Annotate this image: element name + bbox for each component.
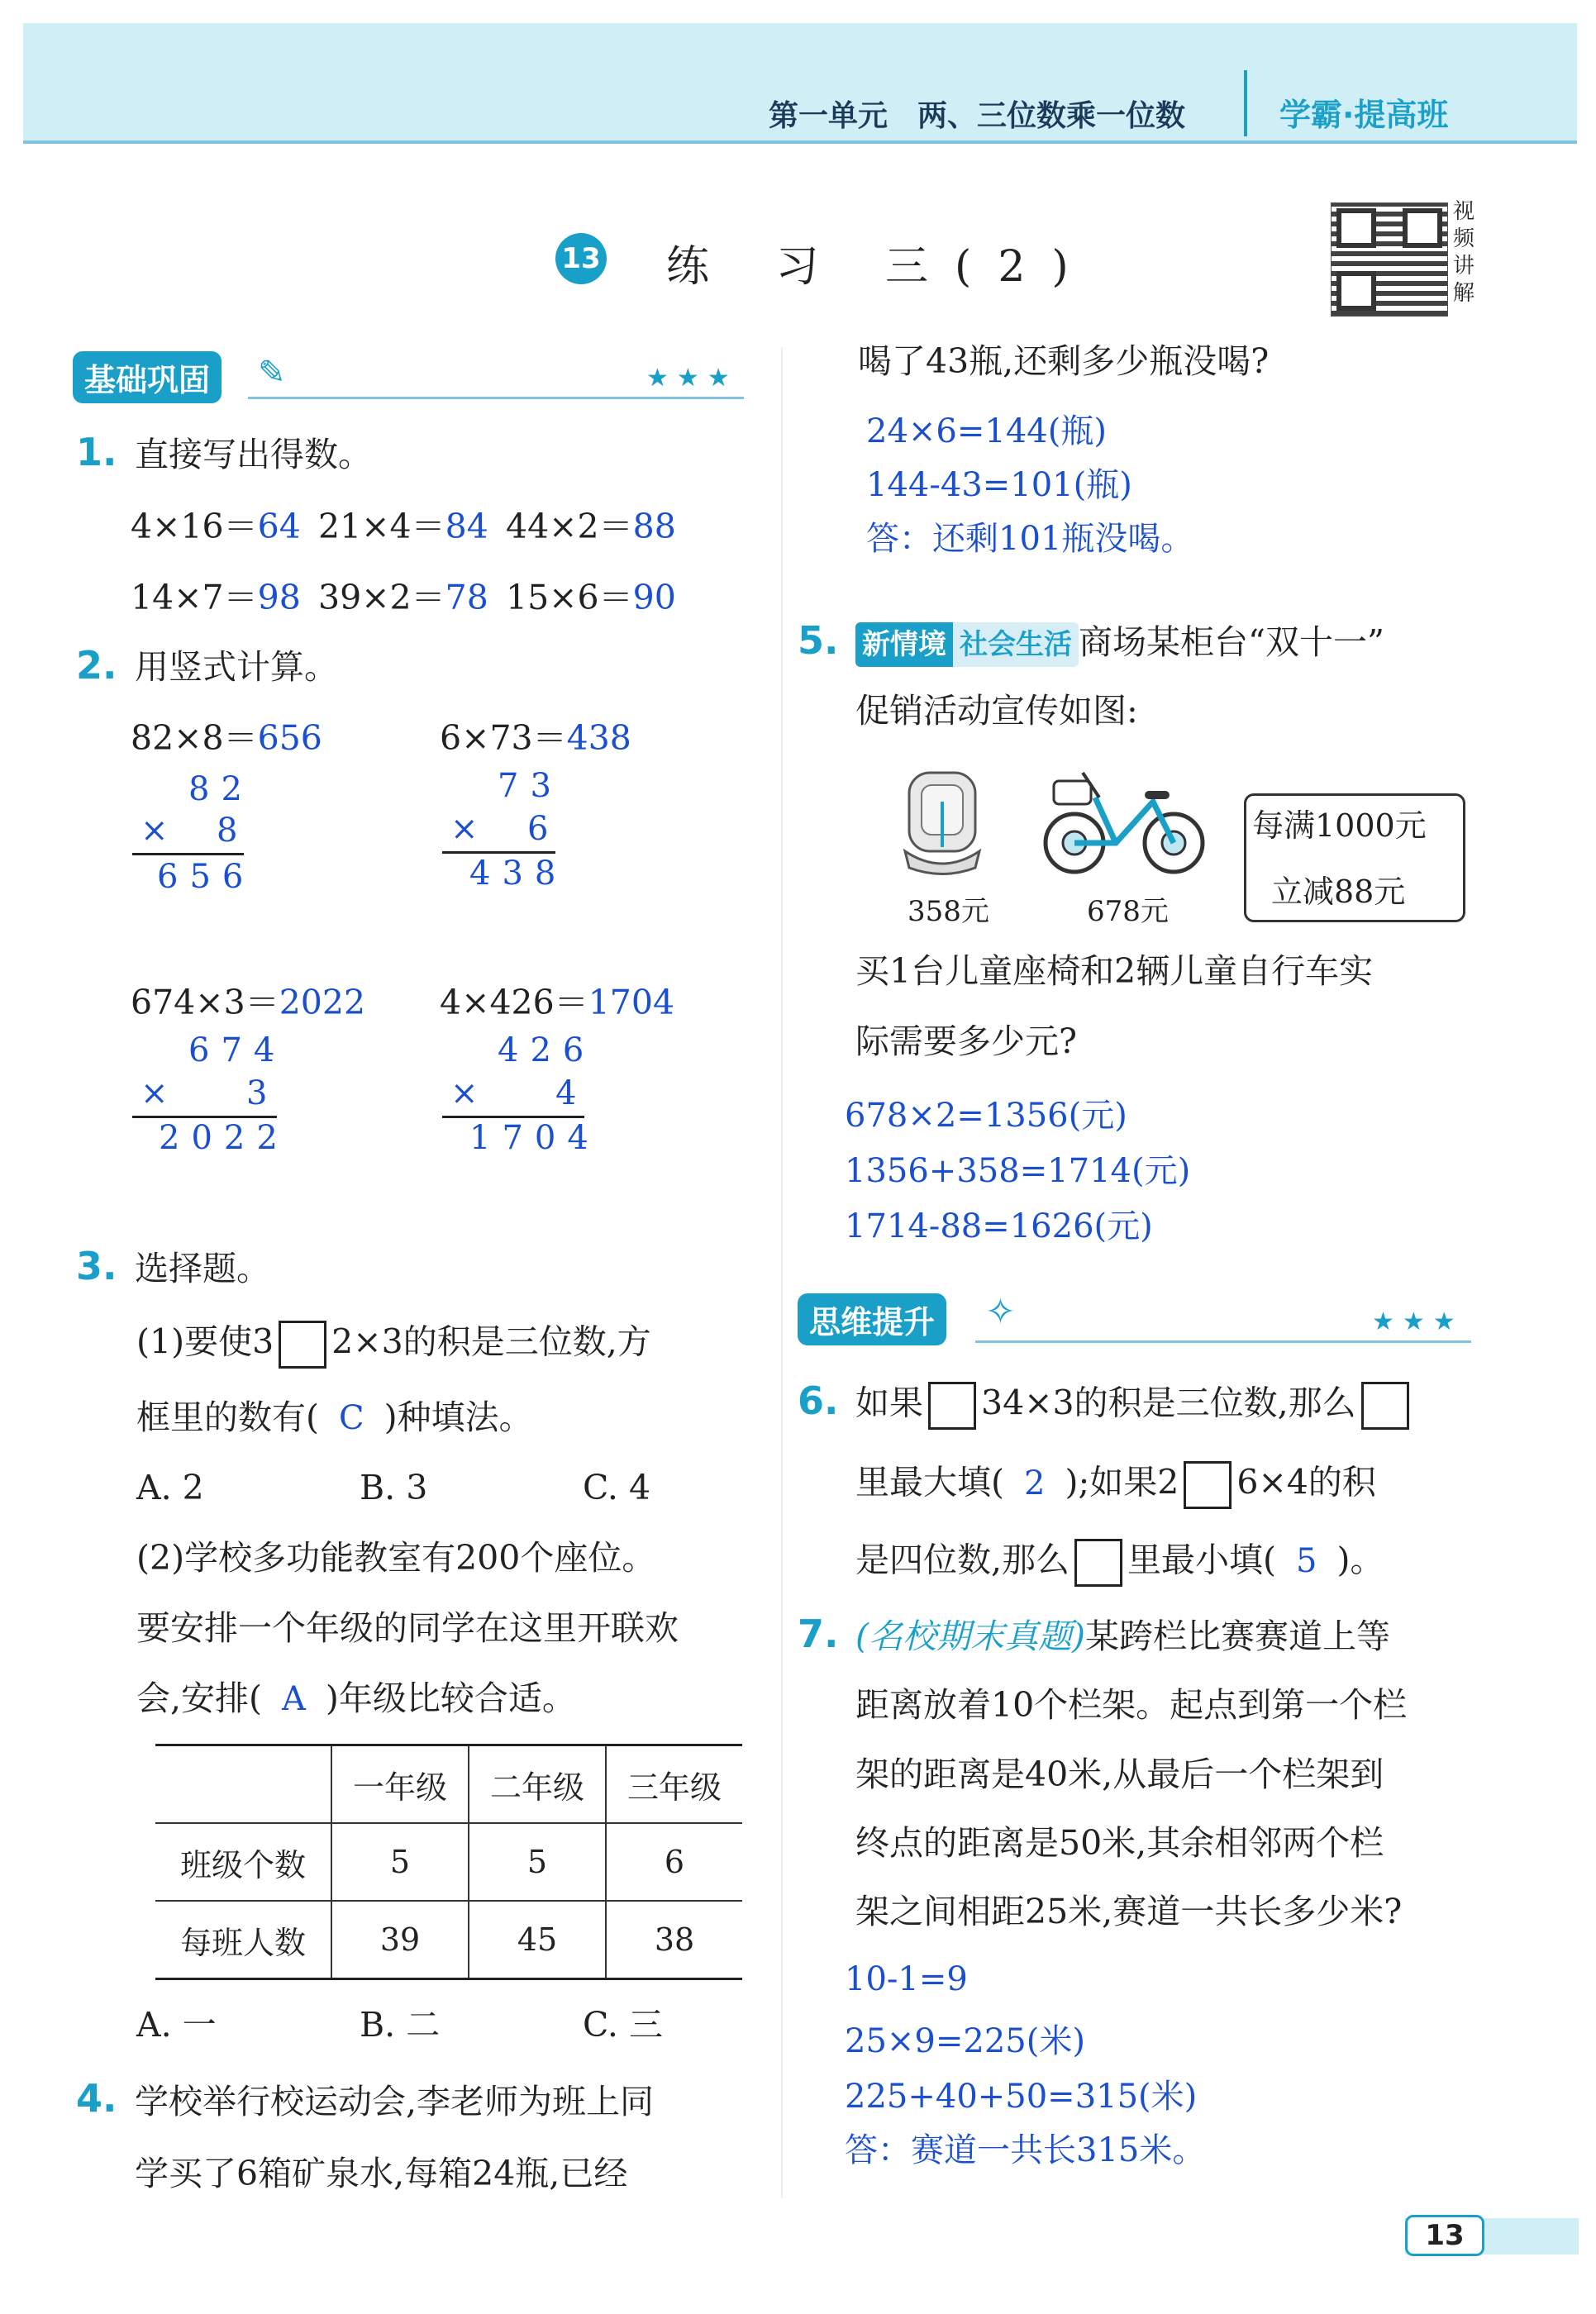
table-header: 一年级 bbox=[331, 1746, 469, 1823]
vertical-bottom: 4 bbox=[555, 1074, 577, 1112]
vertical-bottom: 3 bbox=[246, 1074, 268, 1112]
vertical-result: 1704 bbox=[469, 1119, 600, 1157]
social-life-tag: 社会生活 bbox=[953, 622, 1079, 667]
q4-answer: 答：还剩101瓶没喝。 bbox=[866, 520, 1194, 558]
section-basic-line bbox=[248, 397, 744, 399]
answer-box[interactable] bbox=[1184, 1461, 1232, 1509]
q1-item: 4×16＝64 bbox=[131, 507, 301, 546]
q3-p2-line: 要安排一个年级的同学在这里开联欢 bbox=[136, 1608, 679, 1648]
lesson-number-badge: 13 bbox=[555, 233, 607, 284]
q3-p2-line: (2)学校多功能教室有200个座位。 bbox=[136, 1538, 656, 1578]
option: B. 二 bbox=[360, 2005, 441, 2045]
table-cell: 5 bbox=[469, 1823, 606, 1901]
q2-prompt: 用竖式计算。 bbox=[135, 647, 338, 687]
vertical-top: 82 bbox=[188, 770, 254, 808]
q6-line3: 是四位数,那么 里最小填( 5 )。 bbox=[855, 1539, 1384, 1587]
table-header: 二年级 bbox=[469, 1746, 606, 1823]
table-cell: 每班人数 bbox=[155, 1901, 331, 1978]
question-number: 2. bbox=[76, 643, 117, 688]
mul-sign: × bbox=[141, 812, 169, 850]
q7-work: 10-1=9 bbox=[845, 1960, 968, 1998]
vertical-bottom: 8 bbox=[217, 812, 238, 850]
question-number: 5. bbox=[798, 618, 839, 663]
page-number: 13 bbox=[1405, 2215, 1484, 2256]
q3-prompt: 选择题。 bbox=[135, 1249, 270, 1288]
q7-answer: 答：赛道一共长315米。 bbox=[845, 2131, 1206, 2169]
table-cell: 5 bbox=[331, 1823, 469, 1901]
q4-line: 学买了6箱矿泉水,每箱24瓶,已经 bbox=[135, 2154, 628, 2193]
table-header: 三年级 bbox=[606, 1746, 742, 1823]
vertical-line bbox=[442, 1116, 584, 1118]
q4-line: 喝了43瓶,还剩多少瓶没喝? bbox=[858, 341, 1270, 381]
answer-box[interactable] bbox=[1074, 1539, 1122, 1587]
table-cell: 38 bbox=[654, 1921, 695, 1958]
qr-code-icon[interactable] bbox=[1331, 202, 1448, 317]
q6-line1: 如果 34×3的积是三位数,那么 bbox=[855, 1382, 1414, 1430]
promo-line: 每满1000元 bbox=[1252, 807, 1427, 844]
mul-sign: × bbox=[450, 810, 479, 848]
q1-item: 14×7＝98 bbox=[131, 578, 301, 617]
q2-equation: 82×8＝656 bbox=[131, 718, 322, 758]
q2-equation: 4×426＝1704 bbox=[440, 983, 675, 1022]
table-cell: 班级个数 bbox=[155, 1823, 331, 1901]
vertical-line bbox=[132, 1116, 277, 1118]
option: B. 3 bbox=[360, 1468, 428, 1507]
section-basic-label: 基础巩固 bbox=[73, 351, 222, 403]
q2-equation: 6×73＝438 bbox=[440, 718, 631, 758]
q5-question: 买1台儿童座椅和2辆儿童自行车实 bbox=[855, 951, 1374, 991]
question-number: 3. bbox=[76, 1244, 117, 1288]
header-divider bbox=[1244, 70, 1247, 136]
vertical-top: 674 bbox=[188, 1031, 287, 1069]
q1-item: 44×2＝88 bbox=[506, 507, 676, 546]
q6-line2: 里最大填( 2 );如果2 6×4的积 bbox=[855, 1461, 1376, 1509]
question-number: 4. bbox=[76, 2076, 117, 2121]
lesson-title: 练 习 三(2) bbox=[666, 242, 1095, 292]
q5-line2: 促销活动宣传如图: bbox=[855, 691, 1138, 731]
q1-item: 15×6＝90 bbox=[506, 578, 676, 617]
pencil-icon: ✎ bbox=[258, 354, 286, 392]
new-context-tag: 新情境 bbox=[855, 622, 953, 667]
q5-work: 678×2=1356(元) bbox=[845, 1097, 1127, 1135]
q7-line: 架之间相距25米,赛道一共长多少米? bbox=[855, 1892, 1403, 1931]
q4-line: 学校举行校运动会,李老师为班上同 bbox=[135, 2082, 655, 2121]
column-divider bbox=[781, 347, 783, 2198]
table-cell: 39 bbox=[331, 1901, 469, 1978]
q1-prompt: 直接写出得数。 bbox=[135, 435, 372, 474]
table-header bbox=[155, 1746, 331, 1823]
seat-price: 358元 bbox=[908, 895, 989, 928]
table-cell: 6 bbox=[606, 1823, 742, 1901]
data-table bbox=[155, 1744, 742, 1980]
answer-box[interactable] bbox=[1361, 1382, 1409, 1430]
q2-equation: 674×3＝2022 bbox=[131, 983, 366, 1022]
exam-source-tag: (名校期末真题) bbox=[855, 1616, 1085, 1656]
q1-item: 39×2＝78 bbox=[318, 578, 488, 617]
vertical-result: 438 bbox=[469, 855, 568, 893]
q5-work: 1714-88=1626(元) bbox=[845, 1207, 1153, 1245]
q3-p1-line1: (1)要使3 2×3的积是三位数,方 bbox=[136, 1321, 651, 1369]
q7-work: 25×9=225(米) bbox=[845, 2022, 1085, 2060]
vertical-line bbox=[442, 851, 555, 854]
brand-label: 学霸·提高班 bbox=[1279, 97, 1449, 133]
q7-line: 终点的距离是50米,其余相邻两个栏 bbox=[855, 1823, 1384, 1863]
q4-work: 144-43=101(瓶) bbox=[866, 466, 1132, 504]
q1-item: 21×4＝84 bbox=[318, 507, 488, 546]
q5-work: 1356+358=1714(元) bbox=[845, 1152, 1191, 1190]
option: A. 2 bbox=[136, 1468, 204, 1507]
vertical-result: 656 bbox=[157, 858, 255, 896]
option: A. 一 bbox=[136, 2005, 217, 2045]
bike-price: 678元 bbox=[1087, 895, 1169, 928]
vertical-result: 2022 bbox=[159, 1119, 289, 1157]
q5-line1: 新情境 社会生活 商场某柜台“双十一” bbox=[855, 621, 1384, 667]
q4-work: 24×6=144(瓶) bbox=[866, 412, 1107, 450]
option: C. 三 bbox=[583, 2005, 663, 2045]
mul-sign: × bbox=[450, 1074, 479, 1112]
sparkle-icon: ✧ bbox=[985, 1291, 1016, 1333]
vertical-top: 426 bbox=[498, 1031, 596, 1069]
answer-box[interactable] bbox=[928, 1382, 976, 1430]
q7-line: 架的距离是40米,从最后一个栏架到 bbox=[855, 1755, 1384, 1794]
vertical-bottom: 6 bbox=[527, 810, 549, 848]
q7-line: (名校期末真题)某跨栏比赛赛道上等 bbox=[855, 1616, 1390, 1656]
child-seat-image bbox=[897, 764, 988, 879]
q5-question: 际需要多少元? bbox=[855, 1021, 1077, 1061]
question-number: 1. bbox=[76, 430, 117, 474]
q7-line: 距离放着10个栏架。起点到第一个栏 bbox=[855, 1685, 1408, 1725]
vertical-line bbox=[132, 853, 244, 855]
section-thinking-label: 思维提升 bbox=[798, 1293, 946, 1345]
difficulty-stars: ★★★ bbox=[646, 364, 738, 393]
question-number: 6. bbox=[798, 1378, 839, 1423]
q3-p2-line: 会,安排( A )年级比较合适。 bbox=[136, 1678, 576, 1718]
q7-work: 225+40+50=315(米) bbox=[845, 2078, 1198, 2116]
section-thinking-line bbox=[975, 1340, 1471, 1343]
question-number: 7. bbox=[798, 1612, 839, 1656]
answer-box[interactable] bbox=[279, 1321, 326, 1369]
option: C. 4 bbox=[583, 1468, 651, 1507]
mul-sign: × bbox=[141, 1074, 169, 1112]
q3-p1-line2: 框里的数有( C )种填法。 bbox=[136, 1397, 533, 1437]
table-cell: 45 bbox=[469, 1901, 606, 1978]
unit-title: 第一单元 两、三位数乘一位数 bbox=[769, 99, 1186, 133]
bicycle-image bbox=[1037, 764, 1211, 879]
promo-line: 立减88元 bbox=[1271, 874, 1406, 910]
video-explain-label: 视 频 讲 解 bbox=[1453, 199, 1475, 306]
vertical-top: 73 bbox=[498, 767, 563, 805]
difficulty-stars: ★★★ bbox=[1372, 1307, 1464, 1336]
